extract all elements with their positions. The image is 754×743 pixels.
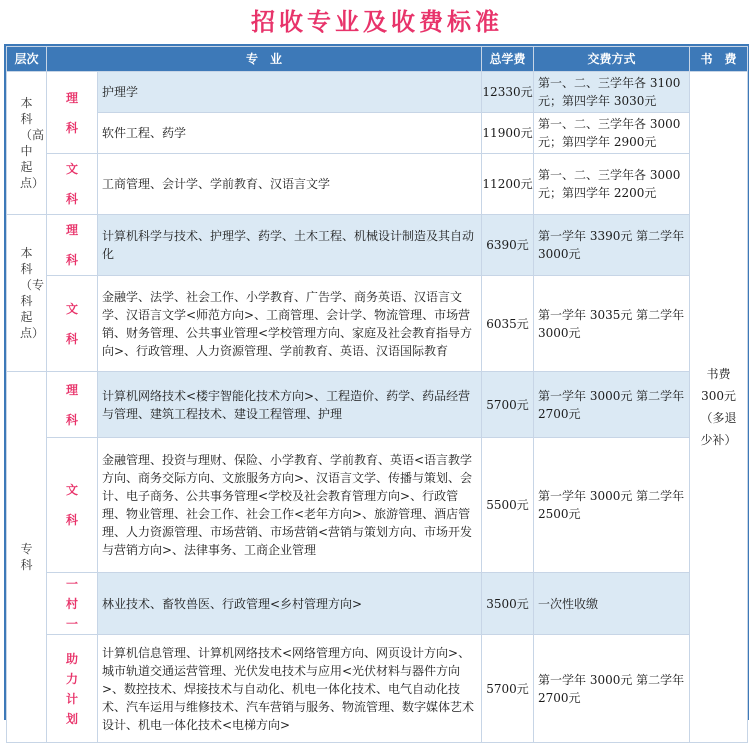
header-payment: 交费方式	[534, 47, 690, 72]
major-cell: 林业技术、畜牧兽医、行政管理<乡村管理方向>	[98, 573, 482, 635]
fee-table	[6, 46, 748, 743]
category-label: 理科	[65, 382, 78, 427]
major-cell: 计算机信息管理、计算机网络技术<网络管理方向、网页设计方向>、城市轨道交通运营管理、光伏发电技术与应用<光伏材料与器件方向>、数控技术、焊接技术与自动化、机电一体化技术、电气自动化技术、汽车运用与维修技术、汽车营销与服务、物流管理、数字媒体艺术设计、机电一体化技术<电梯方向>	[98, 635, 482, 743]
table-row	[7, 215, 748, 276]
payment-cell: 第一、二、三学年各 3000元；第四学年 2900元	[534, 113, 690, 154]
category-cell	[47, 635, 98, 743]
fee-cell: 6390元	[482, 215, 534, 276]
fee-cell: 5500元	[482, 438, 534, 573]
fee-cell: 6035元	[482, 276, 534, 372]
category-label: 助力计划	[65, 651, 78, 726]
fee-cell: 5700元	[482, 372, 534, 438]
page-title: 招收专业及收费标准	[251, 8, 503, 36]
category-label: 理科	[65, 90, 78, 135]
table-row	[7, 635, 748, 743]
books-fee-cell	[690, 72, 748, 743]
header-major: 专 业	[47, 47, 482, 72]
category-cell	[47, 215, 98, 276]
major-cell: 金融学、法学、社会工作、小学教育、广告学、商务英语、汉语言文学、汉语言文学<师范方向>、工商管理、会计学、物流管理、市场营销、财务管理、公共事业管理<学校管理方向、家庭及社会教育指导方向>、行政管理、人力资源管理、学前教育、英语、汉语国际教育	[98, 276, 482, 372]
table-row	[7, 72, 748, 113]
level-label: 本科（高中起点）	[20, 96, 45, 190]
category-cell	[47, 573, 98, 635]
fee-cell: 11900元	[482, 113, 534, 154]
major-cell: 计算机科学与技术、护理学、药学、土木工程、机械设计制造及其自动化	[98, 215, 482, 276]
payment-cell: 第一、二、三学年各 3100元；第四学年 3030元	[534, 72, 690, 113]
category-cell	[47, 438, 98, 573]
table-row	[7, 154, 748, 215]
fee-cell: 12330元	[482, 72, 534, 113]
payment-cell: 第一学年 3000元 第二学年 2700元	[534, 372, 690, 438]
table-row	[7, 438, 748, 573]
level-label: 专 科	[20, 542, 45, 572]
table-row	[7, 372, 748, 438]
header-level: 层次	[7, 47, 47, 72]
category-label: 文科	[65, 162, 78, 206]
table-row	[7, 113, 748, 154]
payment-cell: 第一学年 3000元 第二学年 2500元	[534, 438, 690, 573]
fee-cell: 3500元	[482, 573, 534, 635]
major-cell: 工商管理、会计学、学前教育、汉语言文学	[98, 154, 482, 215]
level-cell	[7, 372, 47, 743]
header-fee: 总学费	[482, 47, 534, 72]
table-row	[7, 276, 748, 372]
payment-cell: 一次性收缴	[534, 573, 690, 635]
category-label: 文科	[65, 483, 78, 527]
major-cell: 软件工程、药学	[98, 113, 482, 154]
payment-cell: 第一学年 3000元 第二学年 2700元	[534, 635, 690, 743]
books-note: 书费300元（多退少补）	[700, 367, 737, 447]
major-cell: 计算机网络技术<楼宇智能化技术方向>、工程造价、药学、药品经营与管理、建筑工程技术、建设工程管理、护理	[98, 372, 482, 438]
payment-cell: 第一学年 3035元 第二学年 3000元	[534, 276, 690, 372]
category-cell	[47, 372, 98, 438]
fee-cell: 11200元	[482, 154, 534, 215]
category-cell	[47, 72, 98, 154]
fee-cell: 5700元	[482, 635, 534, 743]
payment-cell: 第一、二、三学年各 3000元；第四学年 2200元	[534, 154, 690, 215]
level-cell	[7, 72, 47, 215]
header-books: 书 费	[690, 47, 748, 72]
header-row	[7, 47, 748, 72]
category-label: 一村一	[65, 576, 78, 631]
payment-cell: 第一学年 3390元 第二学年 3000元	[534, 215, 690, 276]
category-cell	[47, 276, 98, 372]
category-label: 文科	[65, 301, 78, 346]
level-cell	[7, 215, 47, 372]
major-cell: 护理学	[98, 72, 482, 113]
level-label: 本科（专科起点）	[20, 246, 45, 340]
table-row	[7, 573, 748, 635]
major-cell: 金融管理、投资与理财、保险、小学教育、学前教育、英语<语言教学方向、商务交际方向、文旅服务方向>、汉语言文学、传播与策划、会计、电子商务、公共事务管理<学校及社会教育管理方向>、行政管理、物业管理、社会工作、社会工作<老年方向>、旅游管理、酒店管理、人力资源管理、市场营销、市场营销<营销与策划方向、市场开发与营销方向>、法律事务、工商企业管理	[98, 438, 482, 573]
category-cell	[47, 154, 98, 215]
category-label: 理科	[65, 223, 78, 267]
